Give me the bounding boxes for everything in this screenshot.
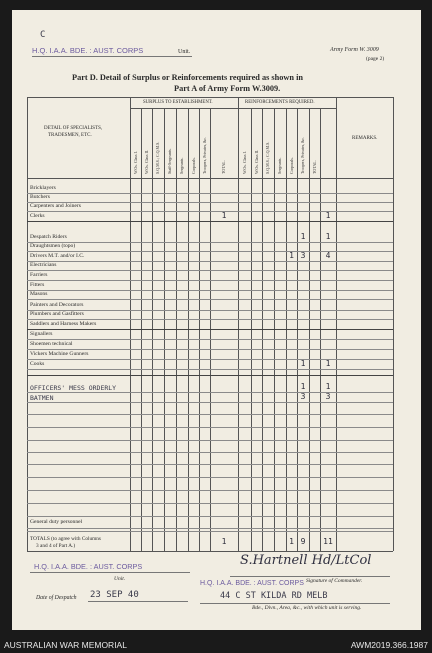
despatch-underline [88, 601, 188, 602]
surplus-col-header: Troopers, Privates, &c. [201, 136, 207, 174]
grid-line [27, 242, 393, 243]
surplus-col-header: W.Os. Class I. [132, 151, 138, 174]
grid-line [27, 503, 393, 504]
grid-line [27, 319, 393, 320]
row-label: Despatch Riders [30, 234, 67, 240]
row-label: OFFICERS' MESS ORDERLY [30, 384, 117, 392]
grid-line [27, 221, 393, 222]
footer-unit-underline [30, 572, 190, 573]
grid-line [27, 531, 393, 532]
grid-line [27, 270, 393, 271]
reinforcement-col-header: Corporals. [288, 157, 294, 174]
reinforcement-total-value: 1 [325, 359, 331, 368]
grid-line [336, 97, 337, 551]
row-label: Vickers Machine Gunners [30, 351, 89, 357]
grid-line [27, 299, 393, 300]
brigade-label: Bde., Divn., Area, &c., with which unit is serving. [252, 605, 362, 611]
row-label: Drivers M.T. and/or I.C. [30, 253, 85, 259]
row-label: Carpenters and Joiners [30, 203, 81, 209]
grid-line [27, 97, 393, 98]
reinforcement-col-header: S.Q.M.S.; C.Q.M.S. [265, 141, 270, 174]
surplus-total-value: 1 [221, 211, 227, 220]
despatch-date: 23 SEP 40 [90, 590, 139, 600]
troopers-value: 3 [300, 251, 306, 260]
grid-line [27, 251, 393, 252]
row-label: Shoemen technical [30, 341, 73, 347]
row-label: Signallers [30, 331, 53, 337]
totals-surplus-value: 1 [221, 537, 227, 546]
caption-bar [0, 638, 432, 653]
grid-line [27, 290, 393, 291]
remarks-header: REMARKS. [352, 136, 378, 141]
grid-line [130, 108, 336, 109]
troopers-value: 1 [300, 382, 306, 391]
totals-corporals-value: 1 [289, 537, 294, 546]
despatch-label: Date of Despatch [36, 595, 77, 601]
row-label: Electricians [30, 262, 57, 268]
grid-line [27, 490, 393, 491]
grid-line [27, 392, 393, 393]
grid-line [27, 211, 393, 212]
reinforcement-total-value: 3 [325, 392, 331, 401]
grid-line [27, 261, 393, 262]
footer-unit-stamp: H.Q. I.A.A. BDE. : AUST. CORPS [34, 562, 143, 571]
grid-line [27, 369, 393, 370]
address-underline [200, 603, 390, 604]
grid-line [27, 440, 393, 441]
troopers-value: 3 [300, 392, 306, 401]
grid-line [27, 427, 393, 428]
unit-stamp: H.Q. I.A.A. BDE. : AUST. CORPS [32, 46, 144, 55]
grid-line [27, 97, 28, 551]
page-reference: (page 2) [366, 56, 385, 62]
caption-right: AWM2019.366.1987 [350, 640, 428, 650]
grid-line [27, 375, 393, 376]
row-label: Butchers [30, 194, 50, 200]
troopers-value: 1 [300, 359, 306, 368]
general-duty-label: General duty personnel [30, 519, 83, 525]
grid-line [27, 464, 393, 465]
brigade-address: 44 C ST KILDA RD MELB [220, 591, 328, 601]
totals-total-value: 11 [323, 537, 333, 546]
row-label: Saddlers and Harness Makers [30, 321, 97, 327]
reinforcement-total-value: 4 [325, 251, 331, 260]
grid-line [27, 516, 393, 517]
surplus-col-header: W.Os. Class II. [143, 149, 149, 174]
grid-line [27, 329, 393, 330]
row-label: Plumbers and Gasfitters [30, 311, 84, 317]
title-line-2: Part A of Army Form W.3009. [174, 84, 281, 93]
reinforcement-total-value: 1 [325, 211, 331, 220]
row-label: Clerks [30, 213, 45, 219]
grid-line [27, 528, 393, 529]
surplus-col-header: Sergeants. [179, 157, 184, 174]
surplus-col-header: Corporals. [190, 157, 196, 174]
form-reference: Army Form W. 3009 [330, 47, 379, 53]
grid-line [27, 477, 393, 478]
reinforcement-col-header: Sergeants. [277, 157, 282, 174]
row-label: Fitters [30, 282, 45, 288]
surplus-header: SURPLUS TO ESTABLISHMENT. [143, 100, 213, 105]
row-label: Cooks [30, 361, 45, 367]
title-line-1: Part D. Detail of Surplus or Reinforcements required as shown in [72, 73, 304, 82]
grid-line [27, 339, 393, 340]
grid-line [27, 280, 393, 281]
row-label: Farriers [30, 272, 48, 278]
signature-underline [230, 576, 390, 577]
caption-left: AUSTRALIAN WAR MEMORIAL [4, 640, 127, 650]
reinforcement-col-header: TOTAL. [311, 160, 317, 174]
brigade-stamp: H.Q. I.A.A. BDE. : AUST. CORPS [200, 580, 304, 587]
grid-line [27, 551, 393, 552]
row-label: BATMEN [30, 394, 54, 402]
signature-label: Signature of Commander. [306, 578, 363, 584]
grid-line [238, 97, 239, 551]
grid-line [27, 452, 393, 453]
corporals-value: 1 [289, 251, 294, 260]
grid-line [27, 349, 393, 350]
grid-line [27, 359, 393, 360]
detail-header-2: TRADESMEN, ETC. [48, 133, 92, 138]
grid-line [27, 402, 393, 403]
surplus-col-header: Staff-Sergeants. [167, 148, 172, 174]
surplus-col-header: TOTAL. [221, 160, 226, 174]
reinforcement-col-header: W.Os. Class I. [241, 151, 247, 174]
commander-signature: S.Hartnell Hd/LtCol [240, 553, 372, 568]
row-label: Painters and Decorators [30, 302, 84, 308]
detail-header-1: DETAIL OF SPECIALISTS, [44, 126, 103, 131]
grid-line [27, 202, 393, 203]
reinforcement-total-value: 1 [325, 382, 331, 391]
totals-label-2: 3 and 4 of Part A.) [36, 543, 76, 549]
handwritten-mark: C [40, 30, 46, 40]
reinforcement-total-value: 1 [325, 232, 331, 241]
grid-line [27, 193, 393, 194]
reinforcement-col-header: Troopers, Privates, &c. [300, 136, 305, 174]
row-label: Draughtsmen (topo) [30, 243, 76, 249]
reinforcement-col-header: W.Os. Class II. [253, 149, 259, 174]
grid-line [27, 414, 393, 415]
surplus-col-header: S.Q.M.S.; C.Q.M.S. [155, 141, 160, 174]
totals-troopers-value: 9 [300, 537, 306, 546]
footer-unit-label: Unit. [114, 576, 126, 582]
grid-line [393, 97, 394, 551]
row-label: Bricklayers [30, 185, 56, 191]
reinforcements-header: REINFORCEMENTS REQUIRED. [245, 100, 315, 105]
unit-label: Unit. [178, 49, 191, 55]
totals-label-1: TOTALS (to agree with Columns [30, 536, 101, 542]
row-label: Masons [30, 291, 48, 297]
troopers-value: 1 [300, 232, 306, 241]
